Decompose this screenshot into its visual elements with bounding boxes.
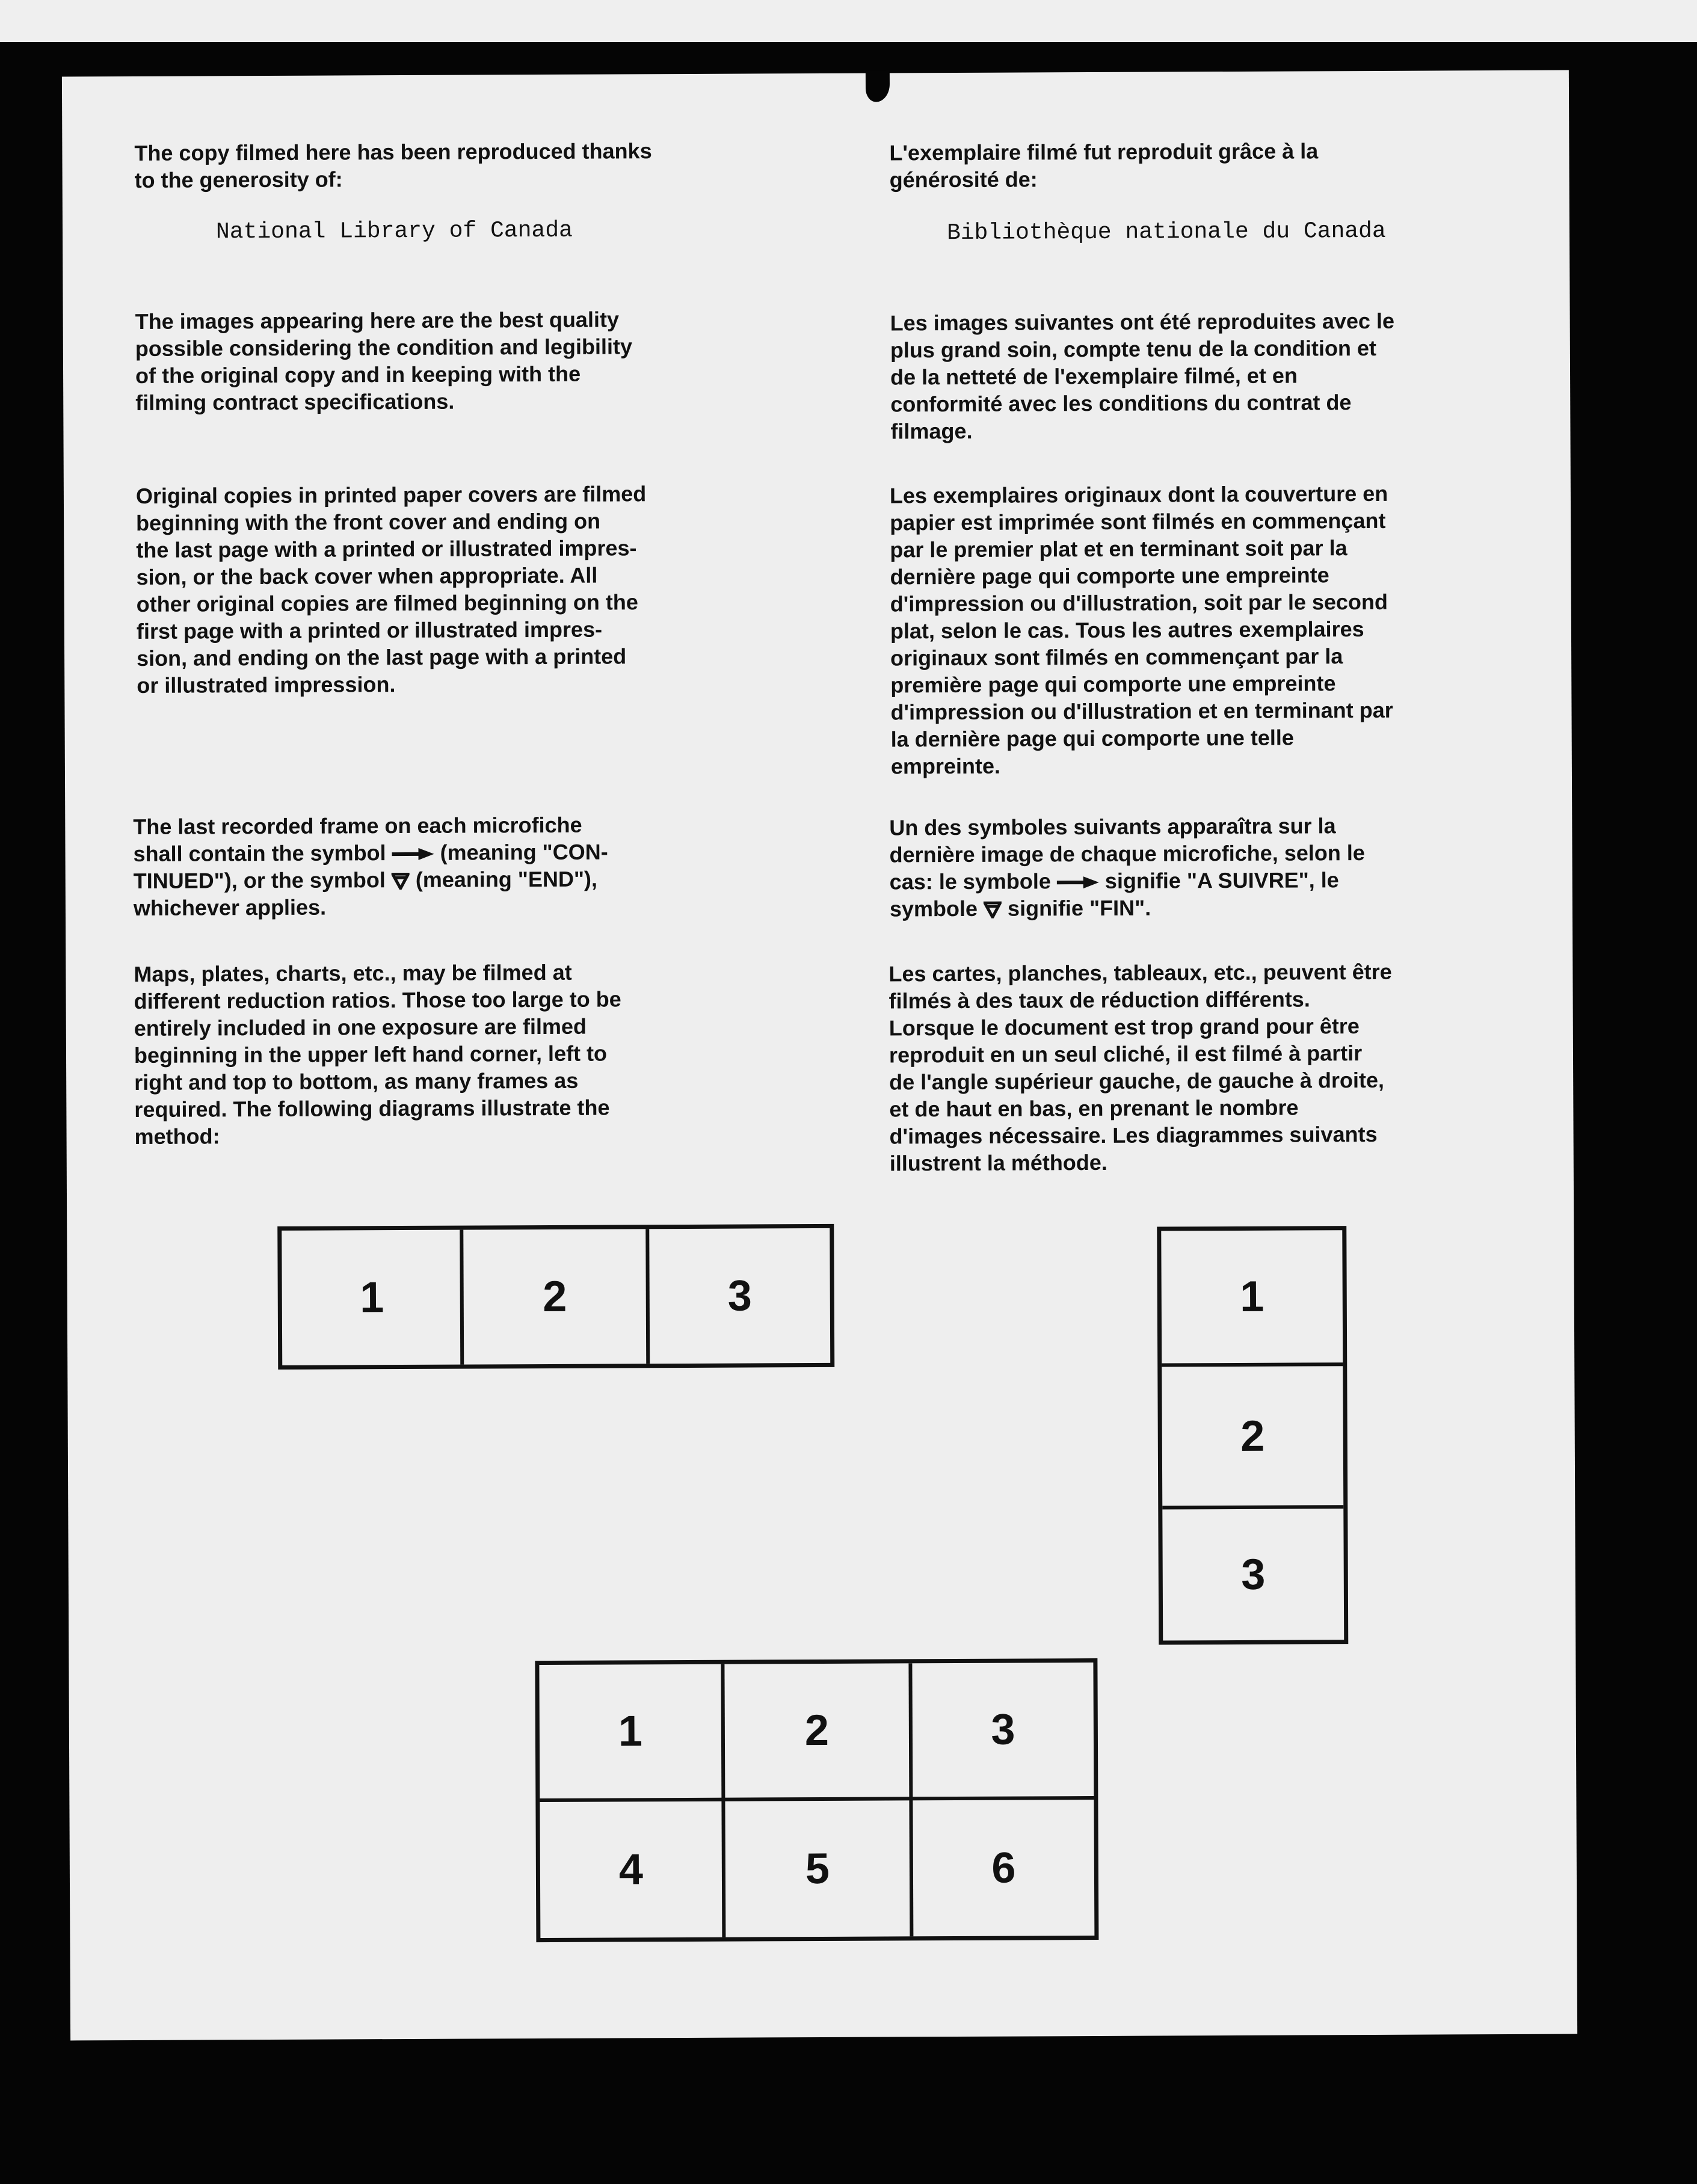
frame-cell: 3 <box>1241 1550 1266 1599</box>
arrow-right-icon <box>1057 876 1099 888</box>
frame-cell: 3 <box>991 1705 1015 1754</box>
frame-cell: 2 <box>543 1272 567 1321</box>
frame-cell: 1 <box>360 1273 384 1322</box>
grid-frame-diagram <box>535 1658 1098 1942</box>
fr-symbols-text-2: signifie "A SUIVRE", le symbole <box>889 867 1339 921</box>
fr-library-name: Bibliothèque nationale du Canada <box>946 218 1386 247</box>
fr-quality-paragraph: Les images suivantes ont été reproduites avec le plus grand soin, compte tenu de la condition et de la netteté de l'exemplaire filmé, et en conformité avec les conditions du contrat de filmage. <box>890 308 1395 444</box>
en-symbols-text-3: (meaning "END"), whichever applies. <box>133 866 598 920</box>
frame-cell: 2 <box>1240 1412 1265 1460</box>
arrow-right-icon <box>392 848 434 860</box>
fr-symbols-text-3: signifie "FIN". <box>1001 895 1151 921</box>
en-symbols-paragraph <box>133 811 608 921</box>
en-intro: The copy filmed here has been reproduced thanks to the generosity of: <box>134 138 652 192</box>
en-maps-paragraph: Maps, plates, charts, etc., may be filmed at different reduction ratios. Those too large to be entirely included in one exposure are filmed beginning in the upper left hand corner, left to right and top to bottom, as many frames as required. The following diagrams illustrate the method: <box>134 959 621 1149</box>
triangle-down-icon <box>984 902 1002 918</box>
fr-intro: L'exemplaire filmé fut reproduit grâce à la générosité de: <box>889 138 1319 192</box>
vertical-frame-diagram <box>1157 1226 1348 1644</box>
en-original-copies-paragraph: Original copies in printed paper covers are filmed beginning with the front cover and ending on the last page with a printed or illustrated impres- sion, or the back cover when appropriate. All other original copies are filmed beginning on the first page with a printed or illustrated impres- sion, and ending on the last page with a printed or illustrated impression. <box>135 481 647 698</box>
top-margin-band <box>0 0 1697 42</box>
en-quality-paragraph: The images appearing here are the best quality possible considering the condition and legibility of the original copy and in keeping with the filming contract specifications. <box>135 307 633 415</box>
frame-cell: 2 <box>804 1706 830 1755</box>
frame-cell: 5 <box>805 1844 830 1893</box>
frame-cell: 1 <box>1240 1272 1264 1321</box>
fr-original-copies-paragraph: Les exemplaires originaux dont la couverture en papier est imprimée sont filmés en commençant par le premier plat et en terminant soit par la dernière page qui comporte une empreinte d'impression ou d'illustration, soit par le second plat, selon le cas. Tous les autres exemplaires originaux sont filmés en commençant par la première page qui comporte une empreinte d'impression ou d'illustration et en terminant par la dernière page qui comporte une telle empreinte. <box>889 481 1393 779</box>
frame-cell: 6 <box>991 1844 1016 1892</box>
fr-maps-paragraph: Les cartes, planches, tableaux, etc., peuvent être filmés à des taux de réduction différents. Lorsque le document est trop grand pour être reproduit en un seul cliché, il est filmé à partir de l'angle supérieur gauche, de gauche à droite, et de haut en bas, en prenant le nombre d'images nécessaire. Les diagrammes suivants illustrent la méthode. <box>889 959 1392 1176</box>
document-page <box>62 70 1577 2041</box>
frame-cell: 3 <box>727 1272 752 1320</box>
fr-symbols-text-1: Un des symboles suivants apparaîtra sur la dernière image de chaque microfiche, selon le cas: le symbole <box>889 813 1365 894</box>
page-notch <box>866 70 890 102</box>
fr-symbols-paragraph <box>889 812 1365 922</box>
en-library-name: National Library of Canada <box>215 217 573 245</box>
en-symbols-text-1: The last recorded frame on each microfiche shall contain the symbol <box>133 812 582 866</box>
horizontal-frame-diagram <box>277 1224 834 1370</box>
en-symbols-text-2: (meaning "CON- TINUED"), or the symbol <box>133 839 608 893</box>
frame-cell: 4 <box>618 1845 644 1894</box>
frame-cell: 1 <box>618 1707 643 1756</box>
triangle-down-icon <box>392 873 410 890</box>
